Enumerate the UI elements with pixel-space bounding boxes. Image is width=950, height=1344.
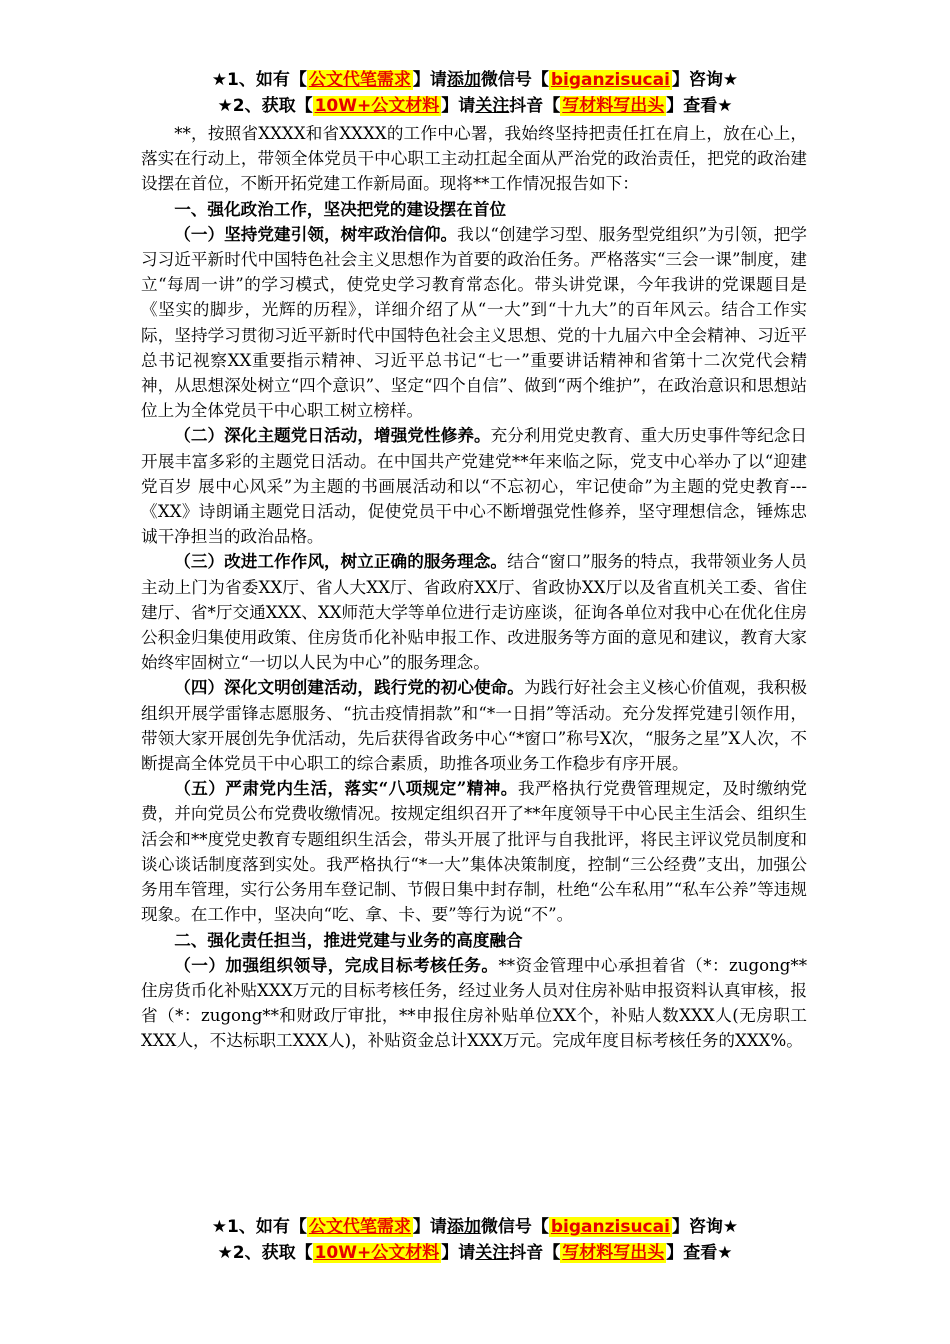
section-2-paragraph-1-body: **资金管理中心承担着省（*：zugong**住房货币化补贴XXX万元的目标考核任务，经过业务人员对住房补贴申报资料认真审核，报省（*：zugong**和财政厅审批，**申报住房补贴单位XX个，补贴人数XXX人(无房职工XXX人，不达标职工XXX人)，补贴资金总计XXX万元。完成年度目标考核任务的XXX%。 <box>141 955 808 1051</box>
section-1-paragraph-1 <box>141 222 807 424</box>
document-body <box>141 121 807 1054</box>
promo-line-1 <box>0 67 950 93</box>
bottom-promo-banner <box>0 1214 950 1266</box>
promo-line-2-highlight-2: 写材料写出头 <box>562 1243 665 1263</box>
section-1-paragraph-4-heading: （四）深化文明创建活动，践行党的初心使命。 <box>174 677 524 698</box>
section-1-paragraph-5 <box>141 776 807 927</box>
promo-line-2-text-1: 】请 <box>441 1243 476 1263</box>
promo-line-1-prefix: ★1、如有【 <box>211 70 307 90</box>
section-1-paragraph-2-body: 充分利用党史教育、重大历史事件等纪念日开展丰富多彩的主题党日活动。在中国共产党建党**年来临之际，党支中心举办了以“迎建党百岁 展中心风采”为主题的书画展活动和以“不忘初心，牢记使命”为主题的党史教育---《XX》诗朗诵主题党日活动，促使党员干中心不断增强党性修养，坚守理想信念，锤炼忠诚干净担当的政治品格。 <box>141 426 807 547</box>
promo-line-2-prefix: ★2、获取【 <box>217 96 313 116</box>
promo-line-1-underlined: 添加 <box>446 1217 481 1237</box>
promo-line-1-underlined: 添加 <box>446 70 481 90</box>
promo-line-2-highlight-2: 写材料写出头 <box>562 96 665 116</box>
promo-line-1-bottom <box>0 1214 950 1240</box>
section-2-paragraph-1 <box>141 953 807 1054</box>
top-promo-banner <box>0 67 950 119</box>
intro-paragraph: **，按照省XXXX和省XXXX的工作中心署，我始终坚持把责任扛在肩上，放在心上，落实在行动上，带领全体党员干中心职工主动扛起全面从严治党的政治责任，把党的政治建设摆在首位，不断开拓党建工作新局面。现将**工作情况报告如下： <box>141 124 807 194</box>
section-1-paragraph-4 <box>141 675 807 776</box>
promo-line-1-suffix: 】咨询★ <box>671 70 739 90</box>
section-1-paragraph-2-heading: （二）深化主题党日活动，增强党性修养。 <box>174 425 491 446</box>
promo-line-1-prefix: ★1、如有【 <box>211 1217 307 1237</box>
promo-line-2-highlight-1: 10W+公文材料 <box>314 96 440 116</box>
section-1-paragraph-3-body: 结合“窗口”服务的特点，我带领业务人员主动上门为省委XX厅、省人大XX厅、省政府XX厅、省政协XX厅以及省直机关工委、省住建厅、省*厅交通XXX、XX师范大学等单位进行走访座谈，征询各单位对我中心在优化住房公积金归集使用政策、住房货币化补贴申报工作、改进服务等方面的意见和建议，教育大家始终牢固树立“一切以人民为中心”的服务理念。 <box>141 552 808 673</box>
section-1-paragraph-1-heading: （一）坚持党建引领，树牢政治信仰。 <box>174 223 458 244</box>
section-2-heading: 二、强化责任担当，推进党建与业务的高度融合 <box>174 929 523 950</box>
promo-line-2-text-1: 】请 <box>441 96 476 116</box>
promo-line-2-underlined: 关注 <box>475 1243 510 1263</box>
section-1-paragraph-5-heading: （五）严肃党内生活，落实“八项规定”精神。 <box>174 778 518 799</box>
section-1-paragraph-2 <box>141 423 807 549</box>
promo-line-1-text-2: 微信号【 <box>480 70 549 90</box>
promo-line-1-text-1: 】请 <box>412 1217 447 1237</box>
promo-line-2-suffix: 】查看★ <box>666 96 733 116</box>
promo-line-2-highlight-1: 10W+公文材料 <box>314 1243 440 1263</box>
promo-line-2-suffix: 】查看★ <box>666 1243 733 1263</box>
promo-line-2-bottom <box>0 1240 950 1266</box>
section-1-paragraph-3-heading: （三）改进工作作风，树立正确的服务理念。 <box>174 551 508 572</box>
promo-line-2-text-2: 抖音【 <box>509 1243 561 1263</box>
promo-line-1-highlight-1: 公文代笔需求 <box>308 70 411 90</box>
promo-line-2-underlined: 关注 <box>475 96 510 116</box>
promo-line-1-highlight-2: biganzisucai <box>550 70 670 90</box>
section-1-paragraph-1-body: 我以“创建学习型、服务型党组织”为引领，把学习习近平新时代中国特色社会主义思想作为首要的政治任务。严格落实“三会一课”制度，建立“每周一讲”的学习模式，使党史学习教育常态化。带头讲党课，今年我讲的党课题目是《坚实的脚步，光辉的历程》，详细介绍了从“一大”到“十九大”的百年风云。结合工作实际，坚持学习贯彻习近平新时代中国特色社会主义思想、党的十九届六中全会精神、习近平总书记视察XX重要指示精神、习近平总书记“七一”重要讲话精神和省第十二次党代会精神，从思想深处树立“四个意识”、坚定“四个自信”、做到“两个维护”，在政治意识和思想站位上为全体党员干中心职工树立榜样。 <box>141 224 808 421</box>
promo-line-1-highlight-1: 公文代笔需求 <box>308 1217 411 1237</box>
section-1-paragraph-5-body: 我严格执行党费管理规定，及时缴纳党费，并向党员公布党费收缴情况。按规定组织召开了**年度领导干中心民主生活会、组织生活会和**度党史教育专题组织生活会，带头开展了批评与自我批评，将民主评议党员制度和谈心谈话制度落到实处。我严格执行“*一大”集体决策制度，控制“三公经费”支出，加强公务用车管理，实行公务用车登记制、节假日集中封存制，杜绝“公车私用”“私车公养”等违规现象。在工作中，坚决向“吃、拿、卡、要”等行为说“不”。 <box>141 779 808 925</box>
promo-line-2-prefix: ★2、获取【 <box>217 1243 313 1263</box>
section-1-heading: 一、强化政治工作，坚决把党的建设摆在首位 <box>174 198 507 219</box>
promo-line-2-text-2: 抖音【 <box>509 96 561 116</box>
promo-line-1-suffix: 】咨询★ <box>671 1217 739 1237</box>
section-1-paragraph-4-body: 为践行好社会主义核心价值观，我积极组织开展学雷锋志愿服务、“抗击疫情捐款”和“*一日捐”等活动。充分发挥党建引领作用，带领大家开展创先争优活动，先后获得省政务中心“*窗口”称号X次，“服务之星”X人次，不断提高全体党员干中心职工的综合素质，助推各项业务工作稳步有序开展。 <box>141 678 808 774</box>
section-2-paragraph-1-heading: （一）加强组织领导，完成目标考核任务。 <box>174 954 499 975</box>
promo-line-2 <box>0 93 950 119</box>
section-1-paragraph-3 <box>141 549 807 675</box>
promo-line-1-text-2: 微信号【 <box>480 1217 549 1237</box>
promo-line-1-text-1: 】请 <box>412 70 447 90</box>
promo-line-1-highlight-2: biganzisucai <box>550 1217 670 1237</box>
